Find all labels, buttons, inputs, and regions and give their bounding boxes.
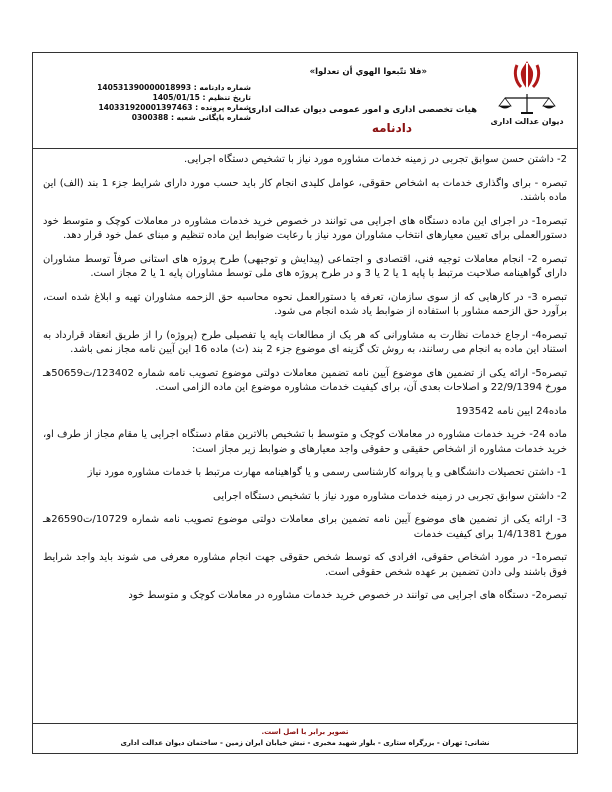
paragraph: 2- داشتن حسن سوابق تجربی در زمینه خدمات مشاوره مورد نیاز با تشخیص دستگاه اجرایی.	[183, 154, 567, 165]
board-title: هیات تخصصی اداری و امور عمومی دیوان عدالت اداری	[248, 105, 477, 115]
archive-number: شماره بایگانی شعبه : 0300388	[131, 113, 251, 122]
case-number: شماره پرونده : 140331920001397463	[98, 103, 251, 112]
org-name: دیوان عدالت اداری	[490, 117, 564, 126]
footer	[33, 723, 577, 753]
paragraph: تبصره 3- در کارهایی که از سوی سازمان، تعرفه یا دستورالعمل نحوه محاسبه حق الزحمه مشاوران تهیه و ابلاغ شده است، برآورد حق الزحمه مشاور با استفاده از ضوابط یاد شده انجام می شود.	[43, 291, 567, 317]
paragraph: تبصره5- ارائه یکی از تضمین های موضوع آیین نامه تضمین معاملات دولتی موضوع تصویب نامه شماره 123402/ت50659هـ مورخ 22/9/1394 و اصلاحات بعدی آن، برای کیفیت خدمات مشاوره موضوع این ماده الزامی است.	[43, 367, 567, 393]
certified-copy-note: تصویر برابر با اصل است.	[261, 728, 349, 736]
paragraph: ماده 24- خرید خدمات مشاوره در معاملات کوچک و متوسط با تشخیص بالاترین مقام دستگاه اجرایی یا مقام مجاز از طرف او، خرید خدمات مشاوره از اشخاص حقیقی و حقوقی واجد معیارهای و ضوابط زیر مجاز است:	[43, 429, 567, 455]
document-body	[43, 153, 567, 613]
section-heading: ماده24 ایین نامه 193542	[455, 405, 567, 417]
case-metadata	[81, 83, 251, 123]
document-type: دادنامه	[371, 121, 412, 135]
verdict-number: شماره دادنامه : 140531390000018993	[97, 83, 251, 92]
paragraph: 2- داشتن سوابق تجربی در زمینه خدمات مشاوره مورد نیاز با تشخیص دستگاه اجرایی	[213, 490, 567, 502]
address: نشانی: تهران - بزرگراه ستاری - بلوار شهید مخبری - نبش خیابان ایران زمین - ساختمان دیوان عدالت اداری	[120, 739, 490, 747]
letterhead	[33, 53, 577, 149]
issue-date: تاریخ تنظیم : 1405/01/15	[152, 93, 251, 102]
paragraph: تبصره1- در اجرای این ماده دستگاه های اجرایی می توانند در خصوص خرید خدمات مشاوره در معاملات کوچک و متوسط خود دستورالعملی برای تعیین معیارهای انتخاب مشاوران مورد نیاز با رعایت ضوابط این ماده تنظیم و مبنای عمل خود قرار دهد.	[43, 215, 567, 241]
motto: «فلا تتّبعوا الهوي أن تعدلوا»	[309, 67, 427, 77]
paragraph: 1- داشتن تحصیلات دانشگاهی و یا پروانه کارشناسی رسمی و یا گواهینامه مهارت مرتبط با خدمات مشاوره مورد نیاز	[87, 467, 567, 478]
paragraph: تبصره2- دستگاه های اجرایی می توانند در خصوص خرید خدمات مشاوره در معاملات کوچک و متوسط خود	[128, 590, 567, 601]
iran-emblem-icon	[512, 59, 542, 93]
paragraph: تبصره 2- انجام معاملات توجیه فنی، اقتصادی و اجتماعی (پیدایش و توجیهی) طرح پروژه های استانی صرفاً توسط مشاوران دارای گواهینامه صلاحیت مرتبط با پایه 1 یا 2 یا 3 و در طرح پروژه های ملی توسط مشاوران پایه 1 یا 2 مجاز است.	[43, 253, 567, 279]
paragraph: تبصره1- در مورد اشخاص حقوقی، افرادی که توسط شخص حقوقی جهت انجام مشاوره معرفی می شوند باید واجد شرایط فوق باشند ولی دادن تضمین بر عهده شخص حقوقی است.	[43, 552, 567, 578]
document-frame	[32, 52, 578, 754]
paragraph: تبصره - برای واگذاری خدمات به اشخاص حقوقی، عوامل کلیدی انجام کار باید حسب مورد دارای شرایط جزء 1 بند (الف) این ماده باشند.	[43, 177, 567, 203]
paragraph: تبصره4- ارجاع خدمات نظارت به مشاورانی که هر یک از مطالعات پایه یا تفصیلی طرح (پروژه) را از طریق انعقاد قرارداد به استناد این ماده به انجام می رسانند، به روش تک گزینه ای موضوع جزء 2 بند (ث) ماده 16 این آیین نامه مجاز نمی باشد.	[43, 329, 567, 355]
scales-of-justice-icon	[497, 93, 557, 115]
emblem-block	[487, 59, 567, 126]
paragraph: 3- ارائه یکی از تضمین های موضوع آیین نامه تضمین برای معاملات دولتی موضوع تصویب نامه شماره 10729/ت26590هـ مورخ 1/4/1381 برای کیفیت خدمات	[43, 514, 567, 540]
